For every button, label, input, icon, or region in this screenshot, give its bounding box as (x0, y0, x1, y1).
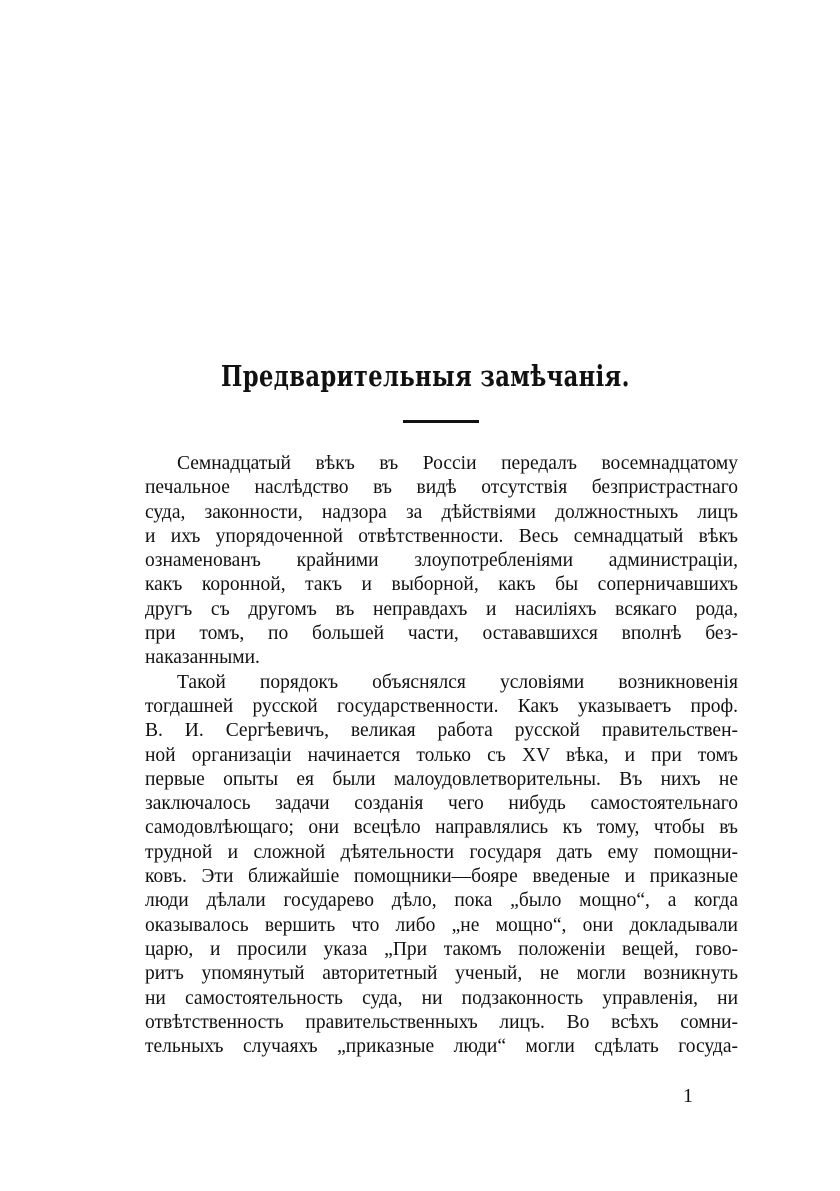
text-line: ной организаціи начинается только съ XV вѣка, и при томъ (145, 744, 738, 766)
paragraph (145, 452, 738, 671)
text-line: отвѣтственность правительственныхъ лицъ. Во всѣхъ сомни- (145, 1011, 738, 1033)
page-number: 1 (683, 1085, 693, 1107)
paragraph (145, 671, 738, 1060)
text-line: наказанными. (145, 647, 260, 669)
text-line: тельныхъ случаяхъ „приказные люди“ могли сдѣлать госуда- (145, 1036, 738, 1058)
text-line: заключалось задачи созданія чего нибудь самостоятельнаго (145, 793, 738, 815)
text-line: царю, и просили указа „При такомъ положеніи вещей, гово- (145, 938, 738, 960)
body-text (145, 452, 738, 1059)
text-line: печальное наслѣдство въ видѣ отсутствія безпристрастнаго (145, 477, 738, 499)
text-line: ознаменованъ крайними злоупотребленіями администраціи, (145, 550, 738, 572)
text-line: тогдашней русской государственности. Какъ указываетъ проф. (145, 695, 738, 717)
text-line: первые опыты ея были малоудовлетворительны. Въ нихъ не (145, 768, 738, 790)
text-line: самодовлѣющаго; они всецѣло направлялись къ тому, чтобы въ (145, 817, 738, 839)
text-line: ковъ. Эти ближайшіе помощники—бояре введеные и приказные (145, 866, 738, 888)
chapter-title: Предварительныя замѣчанія. (221, 359, 630, 393)
text-line: другъ съ другомъ въ неправдахъ и насиліяхъ всякаго рода, (145, 598, 738, 620)
text-line: оказывалось вершить что либо „не мощно“, они докладывали (145, 914, 738, 936)
text-line: при томъ, по большей части, остававшихся вполнѣ без- (145, 623, 738, 645)
text-line: Семнадцатый вѣкъ въ Россіи передалъ восемнадцатому (177, 453, 738, 474)
text-line: Такой порядокъ объяснялся условіями возникновенія (177, 671, 738, 693)
text-line: какъ коронной, такъ и выборной, какъ бы соперничавшихъ (145, 574, 738, 596)
text-line: и ихъ упорядоченной отвѣтственности. Весь семнадцатый вѣкъ (145, 525, 738, 547)
text-line: ни самостоятельность суда, ни подзаконность управленія, ни (145, 987, 738, 1009)
text-line: суда, законности, надзора за дѣйствіями должностныхъ лицъ (145, 501, 738, 523)
text-line: люди дѣлали государево дѣло, пока „было мощно“, а когда (145, 890, 738, 912)
text-line: трудной и сложной дѣятельности государя дать ему помощни- (145, 841, 738, 863)
text-line: В. И. Сергѣевичъ, великая работа русской правительствен- (145, 720, 738, 742)
text-line: ритъ упомянутый авторитетный ученый, не могли возникнуть (145, 963, 738, 985)
title-divider (403, 420, 479, 423)
